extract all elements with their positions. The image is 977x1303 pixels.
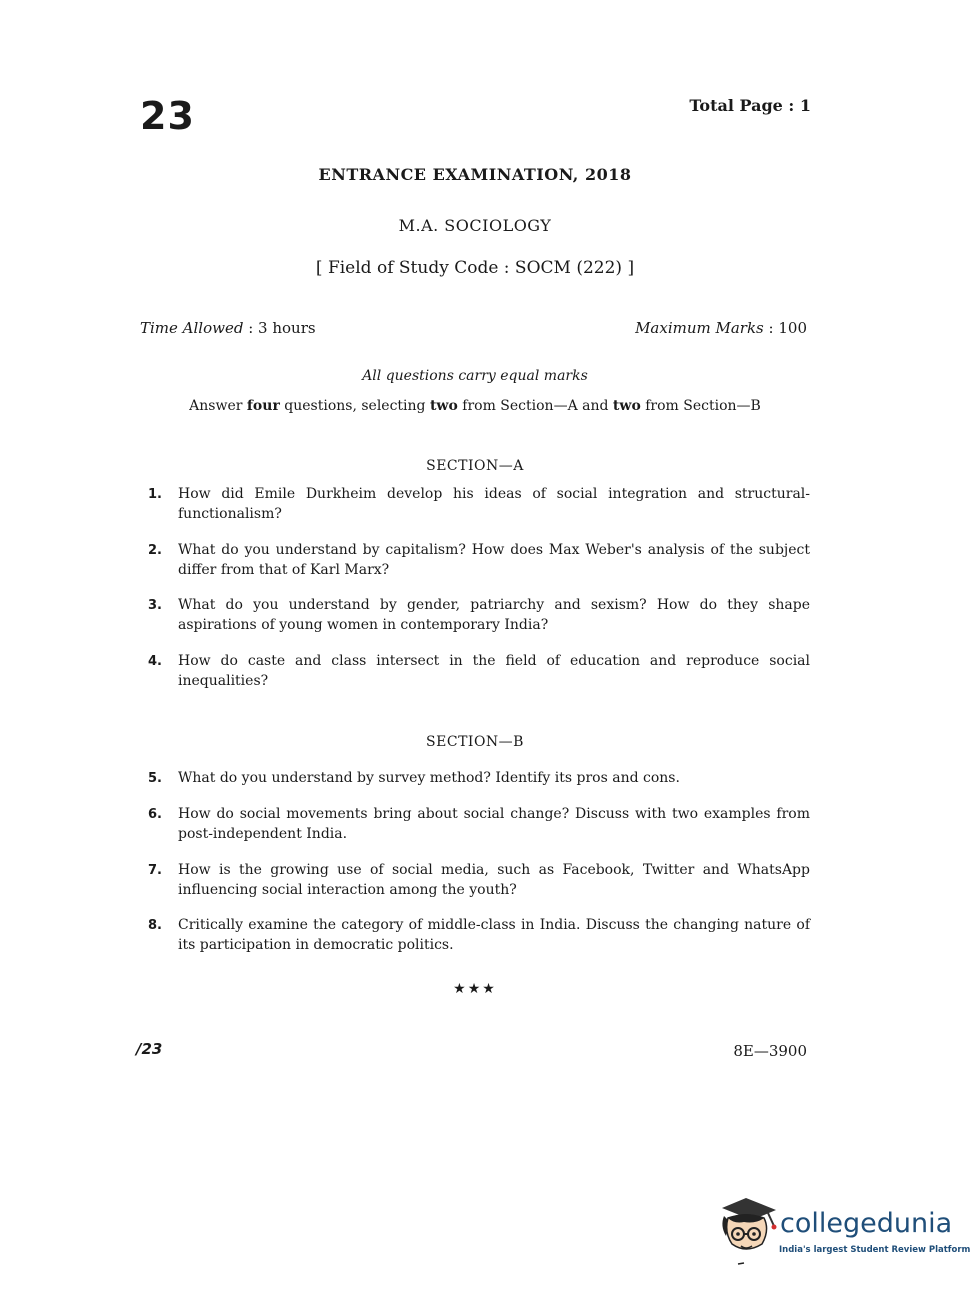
time-allowed [140, 319, 316, 337]
question-2 [148, 541, 810, 580]
question-number: 6. [148, 807, 162, 822]
question-number: 3. [148, 598, 162, 613]
question-number: 1. [148, 487, 162, 502]
exam-title: ENTRANCE EXAMINATION, 2018 [318, 165, 632, 184]
end-of-paper-mark: ★★★ [453, 981, 497, 997]
answer-emphasis-four: four [246, 398, 280, 414]
answer-text-2: questions, selecting [279, 398, 430, 414]
course-title: M.A. SOCIOLOGY [398, 216, 552, 235]
answer-emphasis-two-b: two [612, 398, 641, 414]
question-text: How is the growing use of social media, such as Facebook, Twitter and WhatsApp influencing social interaction among the youth? [178, 862, 810, 898]
question-text: How do social movements bring about social change? Discuss with two examples from post-independent India. [178, 806, 810, 842]
question-text: What do you understand by capitalism? How does Max Weber's analysis of the subject differ from that of Karl Marx? [178, 542, 810, 578]
question-number: 2. [148, 543, 162, 558]
question-text: How do caste and class intersect in the field of education and reproduce social inequalities? [178, 653, 810, 689]
question-6 [148, 805, 810, 844]
section-a-heading: SECTION—A [426, 458, 524, 474]
question-text: What do you understand by gender, patriarchy and sexism? How do they shape aspirations of young women in contemporary India? [178, 597, 810, 633]
question-number: 4. [148, 654, 162, 669]
maximum-marks-value: : 100 [763, 319, 807, 337]
question-text: What do you understand by survey method? Identify its pros and cons. [178, 770, 680, 786]
equal-marks-note: All questions carry equal marks [362, 368, 588, 384]
watermark-tagline: India's largest Student Review Platform [779, 1245, 971, 1255]
graduate-mascot-icon [716, 1196, 782, 1268]
answer-text-1: Answer [189, 398, 247, 414]
question-4 [148, 652, 810, 691]
question-5 [148, 769, 810, 789]
answer-text-4: from Section—B [640, 398, 761, 414]
question-1 [148, 485, 810, 524]
question-8 [148, 916, 810, 955]
total-page-count: Total Page : 1 [689, 96, 811, 115]
time-allowed-label: Time Allowed [140, 319, 244, 337]
footer-print-code: 8E—3900 [733, 1042, 807, 1060]
answer-text-3: from Section—A and [457, 398, 613, 414]
question-7 [148, 861, 810, 900]
question-text: How did Emile Durkheim develop his ideas of social integration and structural-functionalism? [178, 486, 810, 522]
time-allowed-value: : 3 hours [243, 319, 316, 337]
answer-emphasis-two-a: two [429, 398, 458, 414]
maximum-marks [635, 319, 807, 337]
question-3 [148, 596, 810, 635]
question-number: 5. [148, 771, 162, 786]
footer-page-ref: /23 [136, 1040, 163, 1058]
question-number: 8. [148, 918, 162, 933]
paper-code: 23 [140, 94, 195, 138]
question-text: Critically examine the category of middle-class in India. Discuss the changing nature of its participation in democratic politics. [178, 917, 810, 953]
watermark-brand: collegedunia [780, 1208, 953, 1239]
field-of-study-code: [ Field of Study Code : SOCM (222) ] [315, 258, 635, 278]
question-number: 7. [148, 863, 162, 878]
answer-instruction [0, 398, 950, 414]
maximum-marks-label: Maximum Marks [635, 319, 764, 337]
section-b-heading: SECTION—B [426, 734, 524, 750]
